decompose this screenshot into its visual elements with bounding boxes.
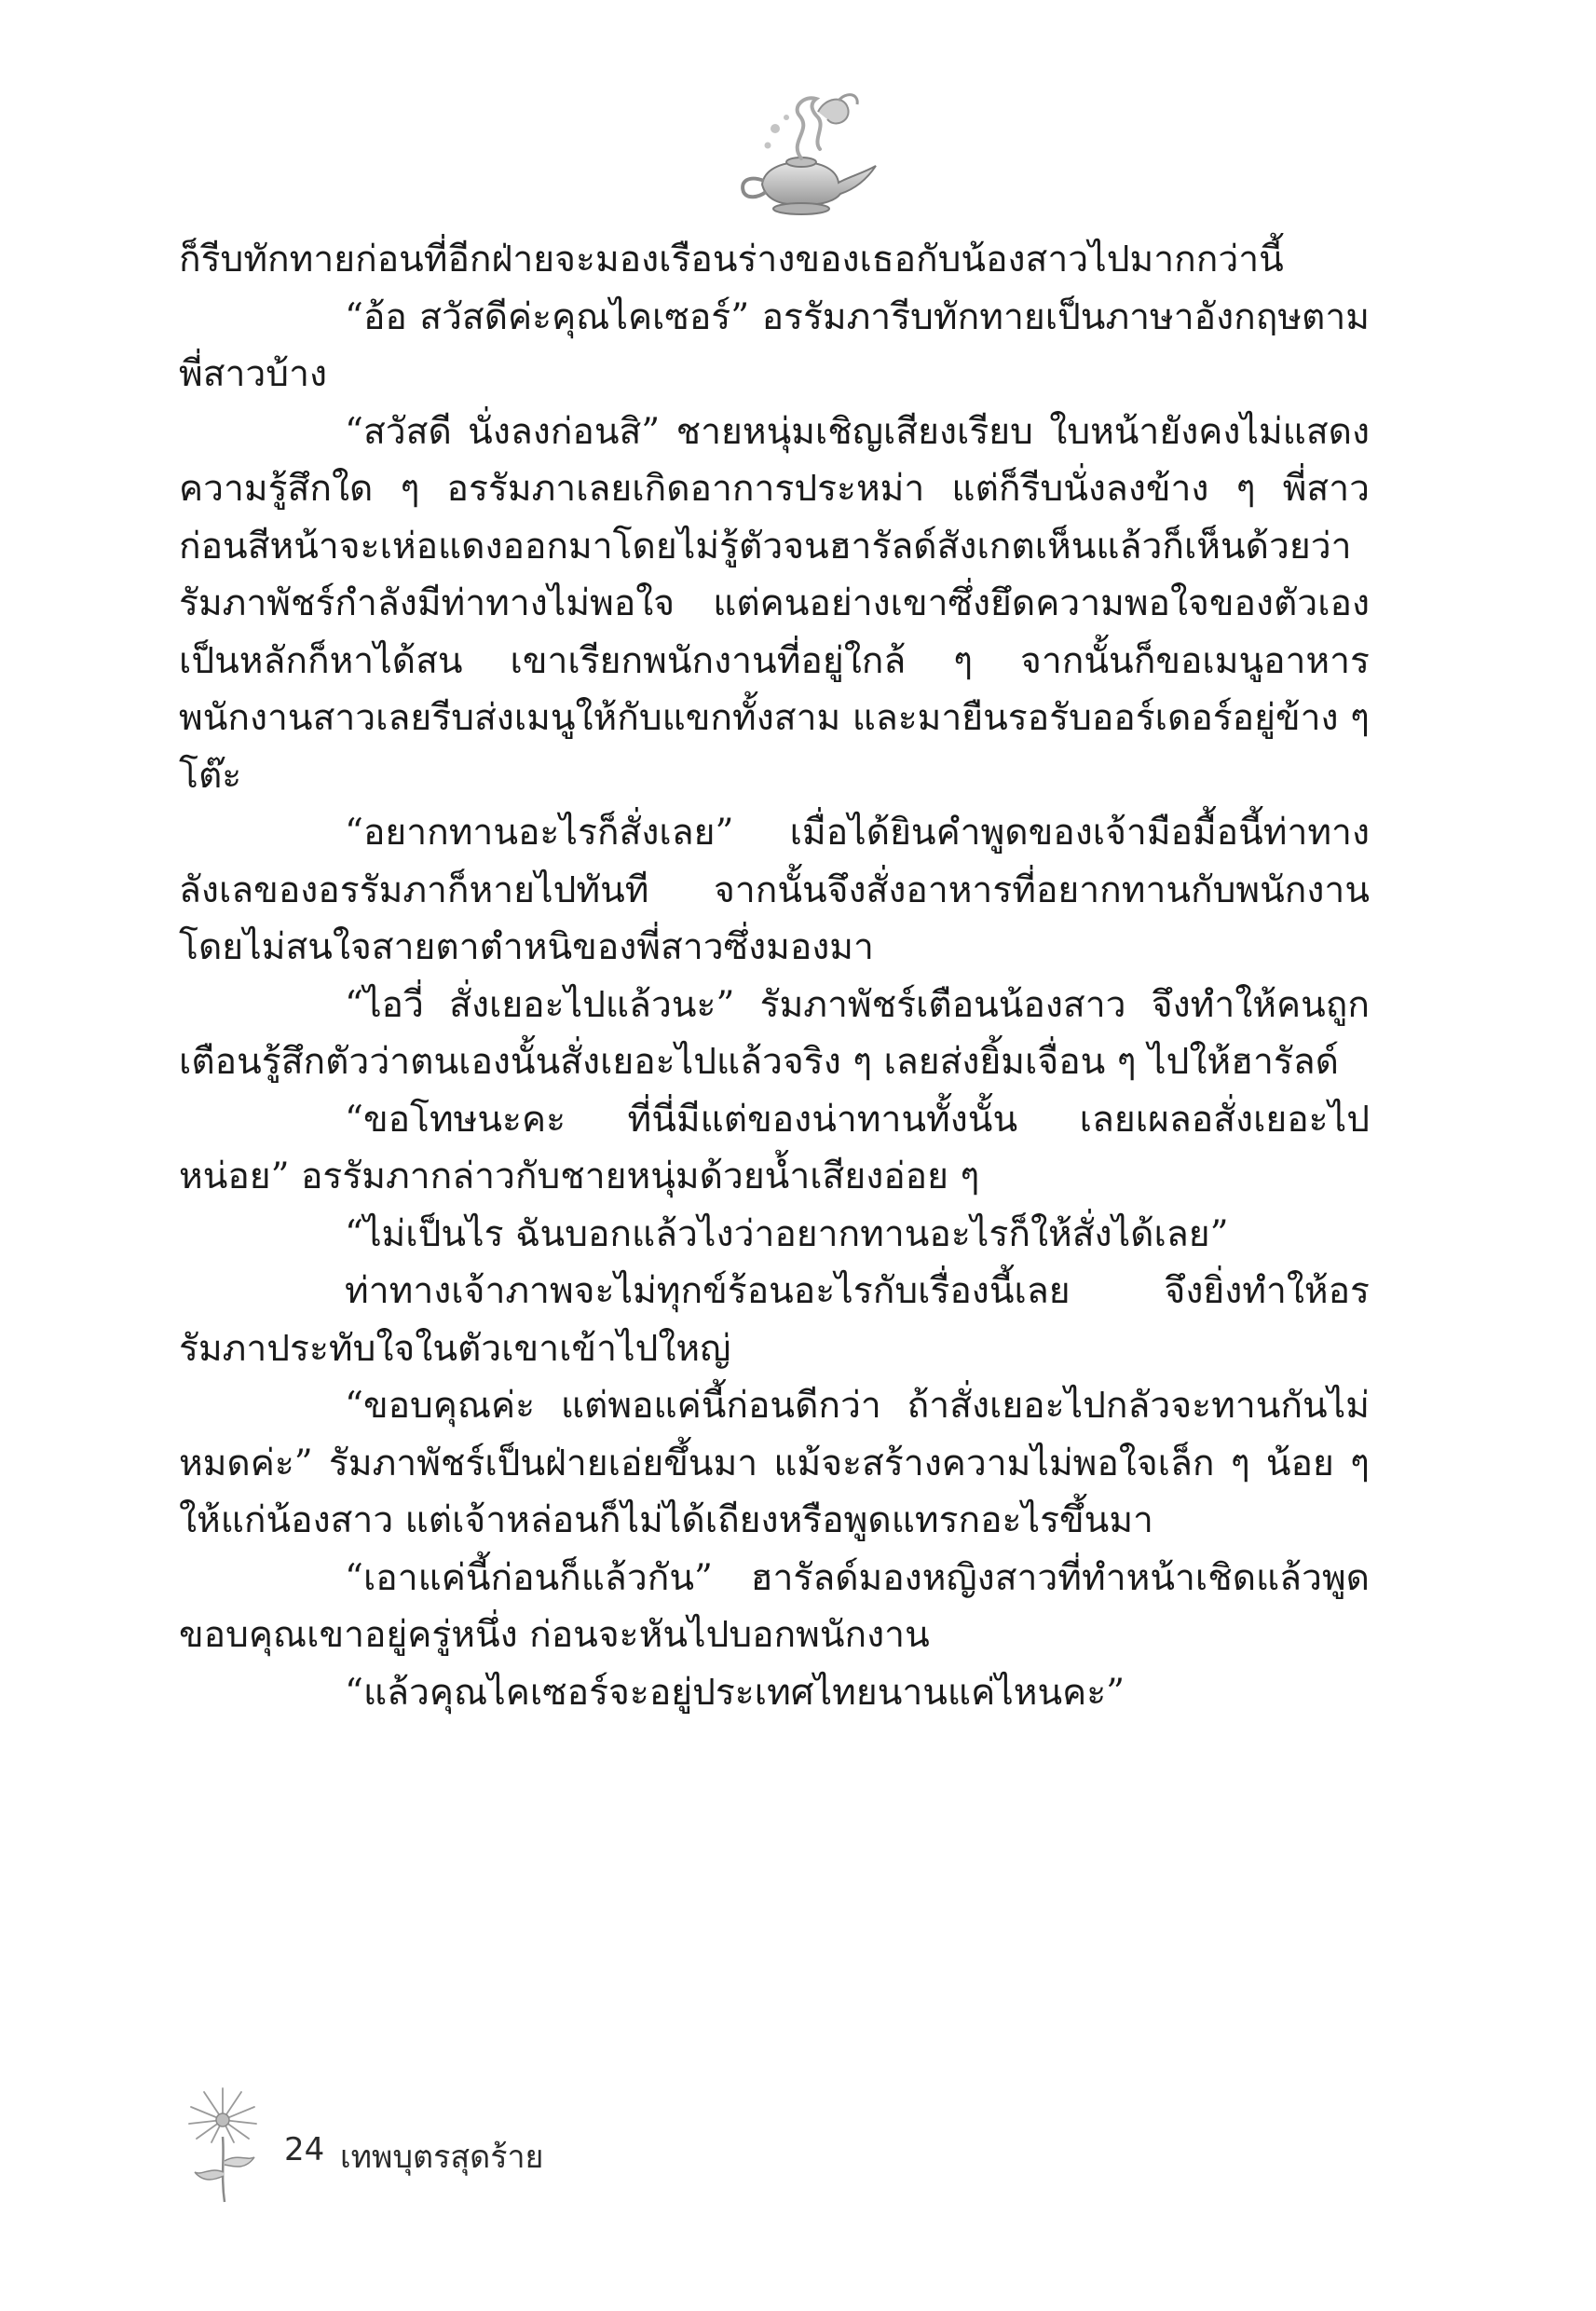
paragraph: “ขอโทษนะคะ ที่นี่มีแต่ของน่าทานทั้งนั้น เลยเผลอสั่งเยอะไปหน่อย” อรรัมภากล่าวกับชายหนุ่มด้วยน้ำเสียงอ่อย ๆ (179, 1098, 1370, 1197)
paragraph: “สวัสดี นั่งลงก่อนสิ” ชายหนุ่มเชิญเสียงเรียบ ใบหน้ายังคงไม่แสดงความรู้สึกใด ๆ อรรัมภาเลยเกิดอาการประหม่า แต่ก็รีบนั่งลงข้าง ๆ พี่สาว ก่อนสีหน้าจะเห่อแดงออกมาโดยไม่รู้ตัวจนฮารัลด์สังเกตเห็นแล้วก็เห็นด้วยว่ารัมภาพัชร์กำลังมีท่าทางไม่พอใจ แต่คนอย่างเขาซึ่งยึดความพอใจของตัวเองเป็นหลักก็หาได้สน เขาเรียกพนักงานที่อยู่ใกล้ ๆ จากนั้นก็ขอเมนูอาหาร พนักงานสาวเลยรีบส่งเมนูให้กับแขกทั้งสาม และมายืนรอรับออร์เดอร์อยู่ข้าง ๆ โต๊ะ (179, 410, 1370, 797)
flower-icon (182, 2083, 264, 2204)
paragraph: “อยากทานอะไรก็สั่งเลย” เมื่อได้ยินคำพูดของเจ้ามือมื้อนี้ท่าทางลังเลของอรรัมภาก็หายไปทันที จากนั้นจึงสั่งอาหารที่อยากทานกับพนักงานโดยไม่สนใจสายตาตำหนิของพี่สาวซึ่งมองมา (179, 812, 1370, 968)
book-title: เทพบุตรสุดร้าย (340, 2139, 544, 2176)
paragraph: ก็รีบทักทายก่อนที่อีกฝ่ายจะมองเรือนร่างของเธอกับน้องสาวไปมากกว่านี้ (179, 239, 1284, 280)
paragraph: “เอาแค่นี้ก่อนก็แล้วกัน” ฮารัลด์มองหญิงสาวที่ทำหน้าเชิดแล้วพูดขอบคุณเขาอยู่ครู่หนึ่ง ก่อนจะหันไปบอกพนักงาน (179, 1556, 1370, 1656)
paragraph: “ไม่เป็นไร ฉันบอกแล้วไงว่าอยากทานอะไรก็ให้สั่งได้เลย” (345, 1212, 1229, 1255)
paragraph: “แล้วคุณไคเซอร์จะอยู่ประเทศไทยนานแค่ไหนคะ” (345, 1671, 1125, 1714)
page-number: 24 (284, 2131, 325, 2168)
paragraph: “อ้อ สวัสดีค่ะคุณไคเซอร์” อรรัมภารีบทักทายเป็นภาษาอังกฤษตามพี่สาวบ้าง (179, 295, 1370, 395)
paragraph: ท่าทางเจ้าภาพจะไม่ทุกข์ร้อนอะไรกับเรื่องนี้เลย จึงยิ่งทำให้อรรัมภาประทับใจในตัวเขาเข้าไปใหญ่ (179, 1270, 1370, 1370)
paragraph: “ขอบคุณค่ะ แต่พอแค่นี้ก่อนดีกว่า ถ้าสั่งเยอะไปกลัวจะทานกันไม่หมดค่ะ” รัมภาพัชร์เป็นฝ่ายเอ่ยขึ้นมา แม้จะสร้างความไม่พอใจเล็ก ๆ น้อย ๆ ให้แก่น้องสาว แต่เจ้าหล่อนก็ไม่ได้เถียงหรือพูดแทรกอะไรขึ้นมา (179, 1385, 1370, 1541)
genie-lamp-icon (708, 84, 885, 224)
page-footer (182, 2083, 834, 2204)
paragraph: “ไอวี่ สั่งเยอะไปแล้วนะ” รัมภาพัชร์เตือนน้องสาว จึงทำให้คนถูกเตือนรู้สึกตัวว่าตนเองนั้นสั่งเยอะไปแล้วจริง ๆ เลยส่งยิ้มเจื่อน ๆ ไปให้ฮารัลด์ (179, 983, 1370, 1083)
body-text (179, 231, 1370, 1721)
